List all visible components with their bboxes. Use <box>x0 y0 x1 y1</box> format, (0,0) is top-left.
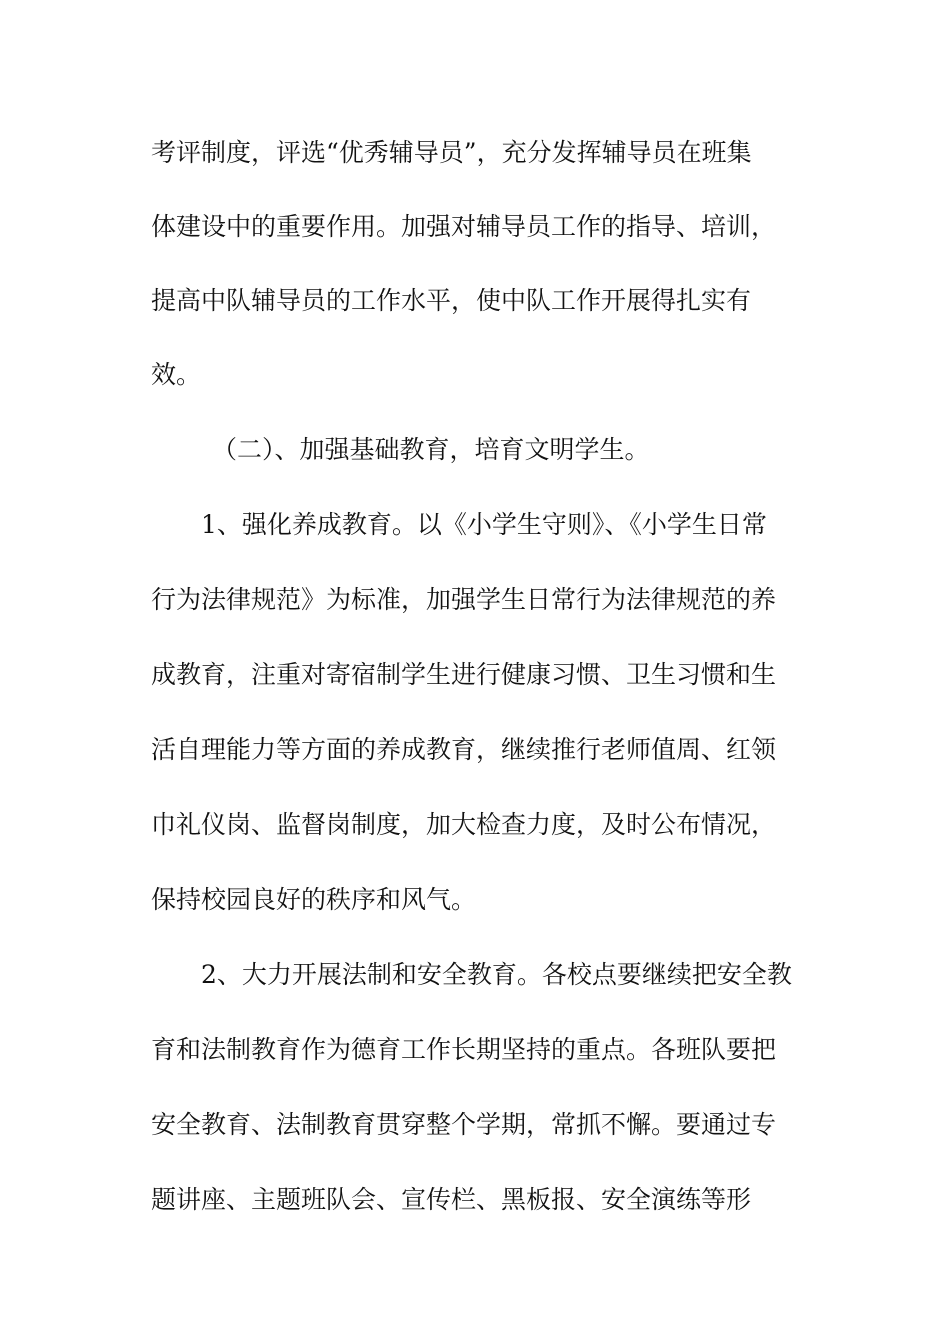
text-line-1: 考评制度，评选“优秀辅导员”，充分发挥辅导员在班集 <box>151 138 752 167</box>
text-line-11: 保持校园良好的秩序和风气。 <box>151 885 477 914</box>
text-line-13: 育和法制教育作为德育工作长期坚持的重点。各班队要把 <box>151 1035 777 1064</box>
text-line-8: 成教育，注重对寄宿制学生进行健康习惯、卫生习惯和生 <box>151 660 777 689</box>
text-line-2: 体建设中的重要作用。加强对辅导员工作的指导、培训， <box>151 212 777 241</box>
text-line-6: 1、强化养成教育。以《小学生守则》、《小学生日常 <box>201 510 767 539</box>
text-line-15: 题讲座、主题班队会、宣传栏、黑板报、安全演练等形 <box>151 1185 752 1214</box>
text-line-10: 巾礼仪岗、监督岗制度，加大检查力度，及时公布情况， <box>151 810 777 839</box>
text-line-3: 提高中队辅导员的工作水平，使中队工作开展得扎实有 <box>151 286 752 315</box>
text-line-9: 活自理能力等方面的养成教育，继续推行老师值周、红领 <box>151 735 777 764</box>
text-line-7: 行为法律规范》为标准，加强学生日常行为法律规范的养 <box>151 585 777 614</box>
text-line-12: 2、大力开展法制和安全教育。各校点要继续把安全教 <box>201 960 792 989</box>
text-line-14: 安全教育、法制教育贯穿整个学期，常抓不懈。要通过专 <box>151 1110 777 1139</box>
section-heading: （二）、加强基础教育，培育文明学生。 <box>212 435 650 464</box>
text-line-4: 效。 <box>151 360 202 389</box>
